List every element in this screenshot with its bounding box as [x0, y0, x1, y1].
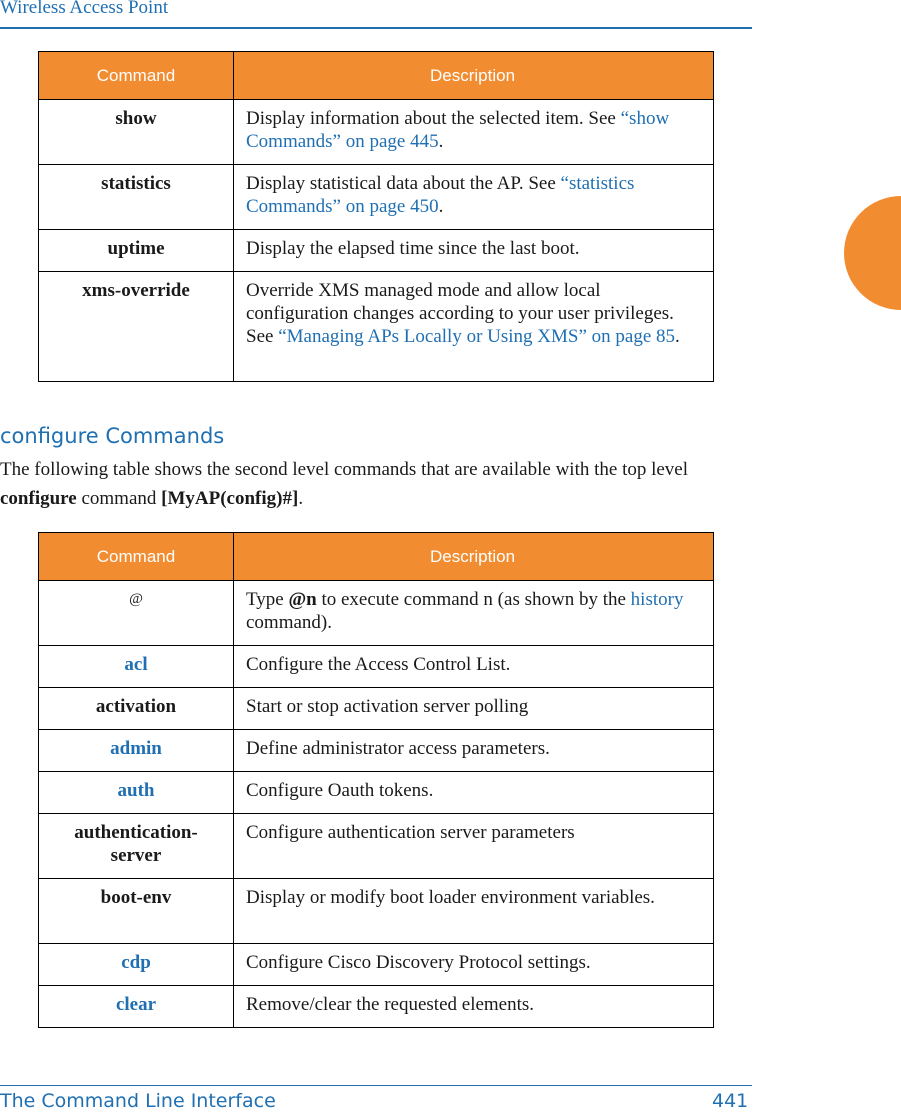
- table-row: [39, 879, 714, 944]
- command-link[interactable]: auth: [39, 772, 234, 814]
- command-description: [234, 100, 714, 165]
- command-link[interactable]: admin: [39, 730, 234, 772]
- command-name: boot-env: [39, 879, 234, 944]
- command-name: @: [39, 581, 234, 646]
- description-text: command).: [246, 612, 333, 633]
- table-row: [39, 688, 714, 730]
- command-description: Configure Cisco Discovery Protocol settings.: [234, 944, 714, 986]
- column-header-description: Description: [234, 533, 714, 581]
- table-row: [39, 100, 714, 165]
- command-name: activation: [39, 688, 234, 730]
- cross-reference-link[interactable]: “statistics Commands” on page 450: [246, 173, 635, 217]
- command-name: xms-override: [39, 272, 234, 382]
- header-divider: [0, 27, 752, 29]
- intro-text: command: [76, 488, 162, 509]
- table-row: [39, 230, 714, 272]
- command-description: Start or stop activation server polling: [234, 688, 714, 730]
- command-description: Display or modify boot loader environment variables.: [234, 879, 714, 944]
- command-name: uptime: [39, 230, 234, 272]
- command-name: statistics: [39, 165, 234, 230]
- footer-chapter-title: The Command Line Interface: [0, 1090, 276, 1112]
- command-table-1: [38, 51, 714, 382]
- table-row: [39, 581, 714, 646]
- footer-divider: [0, 1085, 752, 1086]
- cross-reference-link[interactable]: “show Commands” on page 445: [246, 108, 670, 152]
- command-description: Remove/clear the requested elements.: [234, 986, 714, 1028]
- table-row: [39, 272, 714, 382]
- description-text: Display statistical data about the AP. See: [246, 173, 561, 194]
- column-header-command: Command: [39, 52, 234, 100]
- chapter-tab-marker: [844, 196, 901, 310]
- intro-bold-command: configure: [0, 488, 77, 509]
- command-link[interactable]: clear: [39, 986, 234, 1028]
- table-row: [39, 772, 714, 814]
- description-text: Display information about the selected item. See: [246, 108, 621, 129]
- command-table-2: [38, 532, 714, 1028]
- table-row: [39, 646, 714, 688]
- section-heading: configure Commands: [0, 424, 225, 448]
- command-name: show: [39, 100, 234, 165]
- command-description: Define administrator access parameters.: [234, 730, 714, 772]
- table-header-row: [39, 533, 714, 581]
- table-row: [39, 730, 714, 772]
- cross-reference-link[interactable]: “Managing APs Locally or Using XMS” on page 85: [278, 326, 676, 347]
- description-text: .: [438, 196, 444, 217]
- running-header-title: Wireless Access Point: [0, 0, 169, 18]
- table-row: [39, 944, 714, 986]
- command-description: [234, 165, 714, 230]
- command-name-line: server: [110, 845, 162, 866]
- command-description: Display the elapsed time since the last boot.: [234, 230, 714, 272]
- command-link[interactable]: cdp: [39, 944, 234, 986]
- description-text: .: [675, 326, 680, 347]
- column-header-description: Description: [234, 52, 714, 100]
- description-text: to execute command n (as shown by the: [316, 589, 631, 610]
- description-text: Type: [246, 589, 289, 610]
- intro-paragraph: [0, 455, 752, 513]
- description-text: Override XMS managed mode and allow local configuration changes according to your user privileges. See: [246, 280, 674, 347]
- command-description: Configure Oauth tokens.: [234, 772, 714, 814]
- command-name: [39, 814, 234, 879]
- command-name-line: authentication-: [74, 822, 198, 843]
- intro-bold-prompt: [MyAP(config)#]: [161, 488, 299, 509]
- page-number: 441: [712, 1090, 749, 1112]
- intro-text: The following table shows the second level commands that are available with the top level: [0, 459, 689, 480]
- column-header-command: Command: [39, 533, 234, 581]
- intro-text: .: [298, 488, 304, 509]
- command-description: [234, 581, 714, 646]
- table-header-row: [39, 52, 714, 100]
- cross-reference-link[interactable]: history: [630, 589, 684, 610]
- description-text: .: [438, 131, 444, 152]
- table-row: [39, 814, 714, 879]
- command-description: [234, 272, 714, 382]
- description-bold: @n: [288, 589, 317, 610]
- command-description: Configure authentication server parameters: [234, 814, 714, 879]
- command-description: Configure the Access Control List.: [234, 646, 714, 688]
- table-row: [39, 986, 714, 1028]
- command-link[interactable]: acl: [39, 646, 234, 688]
- table-row: [39, 165, 714, 230]
